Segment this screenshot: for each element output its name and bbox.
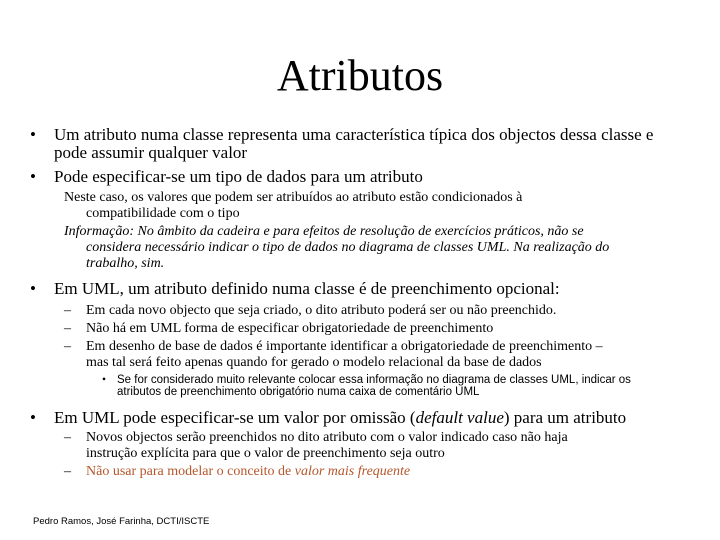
bullet-3-sub-1: Em cada novo objecto que seja criado, o dito atributo poderá ser ou não preenchido. <box>86 303 557 318</box>
bullet-icon: • <box>102 374 107 386</box>
sub-3-note-line-1: Se for considerado muito relevante colocar essa informação no diagrama de classes UML, indicar os <box>117 374 631 386</box>
note-1-line-1: Neste caso, os valores que podem ser atribuídos ao atributo estão condicionados à <box>64 190 523 205</box>
bullet-2-note-1 <box>64 190 714 222</box>
bullet-icon: • <box>30 125 36 144</box>
sub-3-line-1: Em desenho de base de dados é importante identificar a obrigatoriedade de preenchimento – <box>86 339 603 354</box>
dash-icon: – <box>64 321 71 336</box>
bullet-4-sub-1-line-2: instrução explícita para que o valor de preenchimento seja outro <box>86 446 445 461</box>
bullet-3-text: Em UML, um atributo definido numa classe é de preenchimento opcional: <box>54 279 560 298</box>
dash-icon: – <box>64 339 71 354</box>
bullet-3-sub-2: Não há em UML forma de especificar obrigatoriedade de preenchimento <box>86 321 494 336</box>
bullet-1-line-2: pode assumir qualquer valor <box>54 143 248 162</box>
note-2-line-1: Informação: No âmbito da cadeira e para efeitos de resolução de exercícios práticos, não se <box>64 224 584 239</box>
bullet-1-text <box>54 126 714 162</box>
dash-icon: – <box>64 430 71 445</box>
bullet-4-sub-2-pre: Não usar para modelar o conceito de <box>86 464 295 479</box>
bullet-4-sub-2 <box>86 464 716 480</box>
sub-3-line-2: mas tal será feito apenas quando for gerado o modelo relacional da base de dados <box>86 355 542 370</box>
bullet-1-line-1: Um atributo numa classe representa uma característica típica dos objectos dessa classe e <box>54 125 654 144</box>
sub-3-note-line-2: atributos de preenchimento obrigatório numa caixa de comentário UML <box>117 386 480 398</box>
bullet-icon: • <box>30 279 36 298</box>
bullet-4-sub-2-em: valor mais frequente <box>294 464 411 479</box>
dash-icon: – <box>64 303 71 318</box>
bullet-4-post: ) para um atributo <box>503 408 627 427</box>
bullet-4-text <box>54 409 716 427</box>
footer-credits: Pedro Ramos, José Farinha, DCTI/ISCTE <box>33 516 210 527</box>
bullet-4-sub-1-line-1: Novos objectos serão preenchidos no dito atributo com o valor indicado caso não haja <box>86 430 568 445</box>
bullet-4-pre: Em UML pode especificar-se um valor por omissão ( <box>54 408 416 427</box>
bullet-4-em: default value <box>415 408 504 427</box>
bullet-4-sub-1 <box>86 430 716 462</box>
bullet-3-sub-3-note <box>117 374 717 398</box>
note-2-line-2: considera necessário indicar o tipo de dados no diagrama de classes UML. Na realização do <box>86 240 610 255</box>
bullet-3-sub-3 <box>86 339 716 371</box>
bullet-icon: • <box>30 408 36 427</box>
note-1-line-2: compatibilidade com o tipo <box>86 206 240 221</box>
dash-icon: – <box>64 464 71 479</box>
bullet-2-text: Pode especificar-se um tipo de dados para um atributo <box>54 167 423 186</box>
bullet-icon: • <box>30 167 36 186</box>
bullet-2-note-2 <box>64 224 714 272</box>
slide-title: Atributos <box>276 51 444 100</box>
note-2-line-3: trabalho, sim. <box>86 256 165 271</box>
